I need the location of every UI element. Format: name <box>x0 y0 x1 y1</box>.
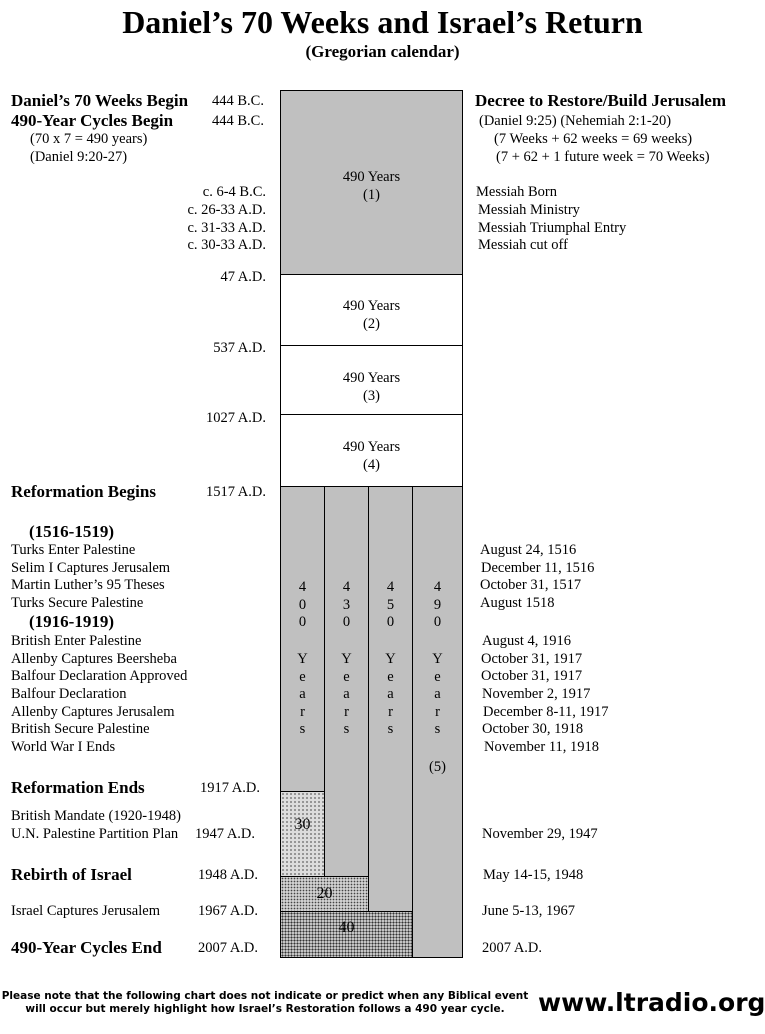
column-cycle-number: (5) <box>429 759 446 775</box>
messiah-event: Messiah Ministry <box>478 202 580 218</box>
cycle-number: (1) <box>363 187 380 203</box>
vertical-char: e <box>343 668 350 685</box>
group2-date: October 31, 1917 <box>481 668 583 684</box>
group1-event: Martin Luther’s 95 Theses <box>11 577 165 593</box>
messiah-event: Messiah cut off <box>478 237 568 253</box>
note-daniel: (Daniel 9:20-27) <box>30 149 128 165</box>
weeks-begin-year: 444 B.C. <box>212 93 264 109</box>
cycle-boundary-year: 47 A.D. <box>220 269 266 285</box>
cycle-boundary-year: 537 A.D. <box>213 340 266 356</box>
vertical-text <box>281 579 324 632</box>
decree-line1: (Daniel 9:25) (Nehemiah 2:1-20) <box>479 113 672 129</box>
group1-event: Turks Enter Palestine <box>11 542 136 558</box>
chart-title: Daniel’s 70 Weeks and Israel’s Return <box>122 4 643 40</box>
box-40-label: 40 <box>338 919 355 936</box>
column-word <box>413 651 462 739</box>
group2-date: October 30, 1918 <box>482 721 584 737</box>
column-430-years <box>324 486 369 877</box>
reformation-begins-label: Reformation Begins <box>11 482 156 501</box>
group2-heading: (1916-1919) <box>29 612 114 631</box>
vertical-char: r <box>344 703 349 720</box>
decree-heading: Decree to Restore/Build Jerusalem <box>475 91 726 110</box>
group1-event: Selim I Captures Jerusalem <box>11 560 171 576</box>
chart-subtitle: (Gregorian calendar) <box>305 42 460 61</box>
rebirth-label: Rebirth of Israel <box>11 865 132 884</box>
group2-event: World War I Ends <box>11 739 116 755</box>
messiah-event: Messiah Born <box>476 184 557 200</box>
group1-date: August 24, 1516 <box>480 542 577 558</box>
jerusalem-year: 1967 A.D. <box>198 903 259 919</box>
group1-date: December 11, 1516 <box>481 560 595 576</box>
group1-date: October 31, 1517 <box>480 577 582 593</box>
vertical-char: 4 <box>298 579 307 595</box>
vertical-char: r <box>388 703 393 720</box>
disclaimer-text: Please note that the following chart does not indicate or predict when any Biblical event will occur but merely highlight how Israel’s Restoration follows a 490 year cycle. <box>1 990 529 1015</box>
cycle-box-3 <box>280 345 463 415</box>
website-url: www.ltradio.org <box>538 988 765 1017</box>
column-400-years <box>280 486 325 792</box>
partition-label: U.N. Palestine Partition Plan <box>11 826 179 842</box>
vertical-char: 0 <box>386 614 395 630</box>
group1-heading: (1516-1519) <box>29 522 114 541</box>
group2-date: August 4, 1916 <box>482 633 572 649</box>
vertical-text <box>281 651 324 739</box>
cycles-end-label: 490-Year Cycles End <box>11 938 162 957</box>
decree-line2: (7 Weeks + 62 weeks = 69 weeks) <box>494 131 693 147</box>
rebirth-date: May 14-15, 1948 <box>483 867 584 883</box>
cycle-label: 490 Years <box>342 298 401 314</box>
vertical-text <box>413 579 462 632</box>
weeks-begin-heading: Daniel’s 70 Weeks Begin <box>11 91 189 110</box>
cycle-box-4 <box>280 414 463 487</box>
messiah-date: c. 26-33 A.D. <box>187 202 266 218</box>
vertical-char: e <box>434 668 441 685</box>
reformation-ends-year: 1917 A.D. <box>199 780 260 796</box>
column-num <box>413 579 462 632</box>
vertical-char: 9 <box>433 596 442 613</box>
jerusalem-date: June 5-13, 1967 <box>482 903 576 919</box>
vertical-text <box>369 579 412 632</box>
note-70x7: (70 x 7 = 490 years) <box>30 131 148 147</box>
box-30-years <box>280 791 325 877</box>
column-word <box>369 651 412 739</box>
group2-date: October 31, 1917 <box>481 651 583 667</box>
messiah-date: c. 30-33 A.D. <box>187 237 266 253</box>
messiah-date: c. 31-33 A.D. <box>187 220 266 236</box>
jerusalem-label: Israel Captures Jerusalem <box>11 903 160 919</box>
vertical-char: 5 <box>386 596 395 613</box>
group1-date: August 1518 <box>480 595 555 611</box>
partition-date: November 29, 1947 <box>482 826 598 842</box>
column-490-years <box>412 486 463 958</box>
cycles-begin-heading: 490-Year Cycles Begin <box>11 111 174 130</box>
vertical-char: s <box>387 721 394 737</box>
vertical-char: 4 <box>342 579 351 595</box>
vertical-text <box>369 651 412 739</box>
vertical-char: s <box>434 721 441 737</box>
vertical-char: 4 <box>386 579 395 595</box>
group2-event: Allenby Captures Jerusalem <box>11 704 175 720</box>
group2-event: Balfour Declaration Approved <box>11 668 188 684</box>
group2-date: November 2, 1917 <box>482 686 591 702</box>
partition-year: 1947 A.D. <box>195 826 256 842</box>
group2-event: Balfour Declaration <box>11 686 127 702</box>
cycle-boundary-year: 1027 A.D. <box>205 410 266 426</box>
vertical-text <box>413 651 462 739</box>
column-num <box>325 579 368 632</box>
vertical-char: e <box>387 668 394 685</box>
vertical-char: s <box>299 721 306 737</box>
vertical-char: 0 <box>342 614 351 630</box>
vertical-char: 3 <box>342 596 351 613</box>
cycle-number: (3) <box>363 388 380 404</box>
vertical-char: s <box>343 721 350 737</box>
cycles-begin-year: 444 B.C. <box>212 113 264 129</box>
cycle-label: 490 Years <box>342 169 401 185</box>
column-num <box>281 579 324 632</box>
messiah-date: c. 6-4 B.C. <box>202 184 266 200</box>
vertical-char: r <box>300 703 305 720</box>
vertical-char: a <box>299 686 306 702</box>
box-20-label: 20 <box>316 885 333 902</box>
vertical-char: Y <box>341 651 352 667</box>
vertical-char: e <box>299 668 306 685</box>
vertical-char: Y <box>432 651 443 667</box>
box-30-label: 30 <box>294 816 311 833</box>
cycle-number: (2) <box>363 316 380 332</box>
cycles-end-date: 2007 A.D. <box>482 940 543 956</box>
group2-date: November 11, 1918 <box>484 739 600 755</box>
vertical-char: a <box>387 686 394 702</box>
messiah-event: Messiah Triumphal Entry <box>478 220 627 236</box>
vertical-char: Y <box>297 651 308 667</box>
cycle-box-1 <box>280 90 463 275</box>
group1-event: Turks Secure Palestine <box>11 595 144 611</box>
group2-event: Allenby Captures Beersheba <box>11 651 177 667</box>
vertical-text <box>325 579 368 632</box>
box-40-years <box>280 911 413 958</box>
column-word <box>325 651 368 739</box>
column-word <box>281 651 324 739</box>
cycle-label: 490 Years <box>342 370 401 386</box>
vertical-char: 0 <box>298 614 307 630</box>
box-20-years <box>280 876 369 912</box>
reformation-ends-label: Reformation Ends <box>11 778 145 797</box>
decree-line3: (7 + 62 + 1 future week = 70 Weeks) <box>496 149 710 165</box>
british-mandate: British Mandate (1920-1948) <box>11 808 181 824</box>
cycle-label: 490 Years <box>342 439 401 455</box>
vertical-char: 4 <box>433 579 442 595</box>
column-num <box>369 579 412 632</box>
cycle-box-2 <box>280 274 463 346</box>
cycles-end-year: 2007 A.D. <box>198 940 259 956</box>
vertical-char: a <box>434 686 441 702</box>
vertical-text <box>325 651 368 739</box>
reformation-begins-year: 1517 A.D. <box>205 484 266 500</box>
cycle-number: (4) <box>363 457 380 473</box>
column-450-years <box>368 486 413 912</box>
rebirth-year: 1948 A.D. <box>198 867 259 883</box>
group2-event: British Enter Palestine <box>11 633 142 649</box>
group2-event: British Secure Palestine <box>11 721 150 737</box>
vertical-char: 0 <box>433 614 442 630</box>
vertical-char: a <box>343 686 350 702</box>
vertical-char: 0 <box>298 596 307 613</box>
vertical-char: Y <box>385 651 396 667</box>
group2-date: December 8-11, 1917 <box>483 704 609 720</box>
vertical-char: r <box>435 703 440 720</box>
